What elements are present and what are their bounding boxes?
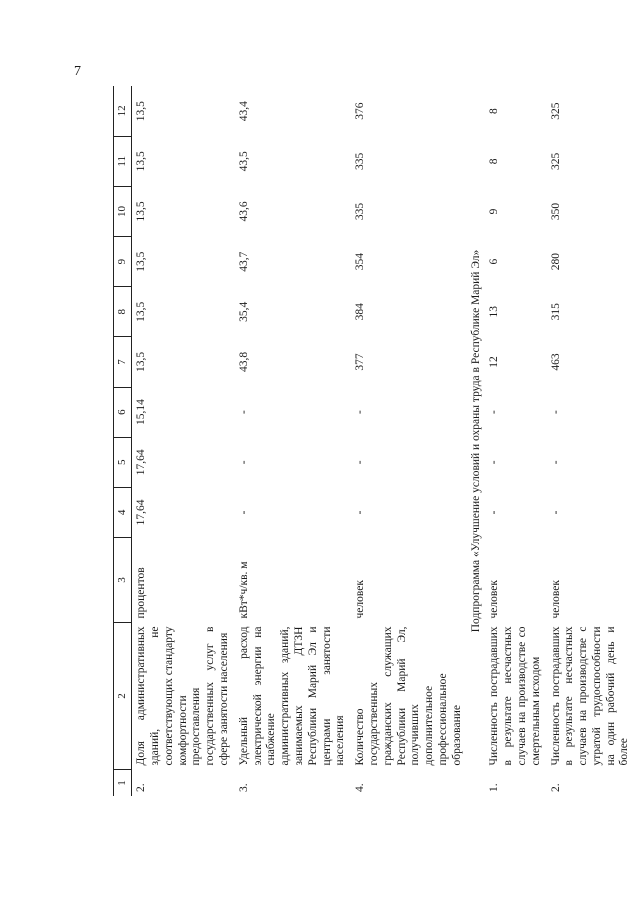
indicator-name: Доля административных зданий, не соответствующих стандарту комфортности предоставления государственных услуг в сфере занятости населения (135, 626, 230, 766)
value-cell: 13,5 (135, 201, 148, 222)
unit-cell: процентов (135, 567, 148, 619)
value-cell: 6 (488, 258, 501, 265)
value-cell: 463 (549, 353, 562, 371)
value-cell: 43,8 (237, 351, 250, 373)
header-cell: 11 (114, 136, 132, 186)
value-cell: - (354, 410, 367, 415)
value-cell: - (237, 460, 250, 465)
row-number: 2. (549, 783, 562, 792)
header-cell: 7 (114, 337, 132, 387)
value-cell: 377 (354, 353, 367, 371)
indicator-name: Удельный расход электрической энергии на снабжение административных зданий, занимаемых ДТЗН Республики Марий Эл и центрами занятости населения (237, 626, 347, 766)
value-cell: 13,5 (135, 351, 148, 373)
indicator-name: Численность пострадавших в результате несчастных случаев на производстве с утратой трудоспособности на один рабочий день и более (549, 626, 631, 766)
value-cell: - (549, 460, 562, 465)
page-number: 7 (74, 64, 81, 79)
value-cell: 13,5 (135, 301, 148, 322)
header-cell: 5 (114, 437, 132, 487)
value-cell: 13,5 (135, 251, 148, 272)
header-row (114, 86, 132, 796)
value-cell: 35,4 (237, 301, 250, 322)
value-cell: 43,5 (237, 151, 250, 172)
header-cell: 6 (114, 387, 132, 437)
header-cell: 8 (114, 287, 132, 337)
table-row (132, 86, 235, 796)
value-cell: 325 (549, 152, 562, 170)
value-cell: - (488, 510, 501, 515)
unit-cell: человек (354, 580, 367, 619)
row-number: 3. (237, 783, 250, 792)
table-row (547, 86, 636, 796)
row-number: 1. (488, 783, 501, 792)
row-number: 4. (354, 783, 367, 792)
table-row (351, 86, 467, 796)
value-cell: 15,14 (135, 399, 148, 426)
value-cell: 354 (354, 253, 367, 271)
unit-cell: человек (549, 580, 562, 619)
subprogram-row (468, 86, 486, 796)
indicator-name: Количество государственных гражданских служащих Республики Марий Эл, получивших дополнительное профессиональное образование (354, 626, 463, 766)
subprogram-title: Подпрограмма «Улучшение условий и охраны труда в Республике Марий Эл» (469, 249, 482, 633)
rotated-table-container (113, 86, 631, 796)
value-cell: 376 (354, 102, 367, 120)
value-cell: 9 (488, 208, 501, 215)
value-cell: 12 (488, 356, 501, 368)
value-cell: - (237, 510, 250, 515)
value-cell: 384 (354, 303, 367, 321)
header-cell: 4 (114, 487, 132, 537)
table-row (485, 86, 546, 796)
indicator-name: Численность пострадавших в результате несчастных случаев на производстве со смертельным исходом (488, 626, 542, 766)
value-cell: 8 (488, 108, 501, 114)
header-cell: 3 (114, 538, 132, 623)
value-cell: - (237, 410, 250, 415)
value-cell: 8 (488, 158, 501, 165)
value-cell: - (488, 460, 501, 465)
value-cell: 335 (354, 152, 367, 170)
value-cell: 13,5 (135, 151, 148, 172)
value-cell: 350 (549, 202, 562, 221)
value-cell: 17,64 (135, 449, 148, 476)
value-cell: - (549, 410, 562, 415)
value-cell: 280 (549, 253, 562, 271)
header-cell: 9 (114, 237, 132, 287)
unit-cell: человек (488, 580, 501, 619)
value-cell: 13 (488, 306, 501, 318)
unit-cell: кВт*ч/кв. м (237, 561, 250, 619)
indicators-table (113, 86, 635, 796)
header-cell: 2 (114, 623, 132, 770)
header-cell: 12 (114, 86, 132, 136)
header-cell: 1 (114, 770, 132, 797)
value-cell: 315 (549, 303, 562, 321)
value-cell: - (488, 410, 501, 415)
value-cell: 325 (549, 102, 562, 120)
value-cell: - (549, 510, 562, 515)
table-row (235, 86, 351, 796)
header-cell: 10 (114, 186, 132, 236)
value-cell: - (354, 460, 367, 465)
value-cell: 335 (354, 202, 367, 221)
value-cell: - (354, 510, 367, 515)
row-number: 2. (135, 783, 148, 792)
value-cell: 43,4 (237, 101, 250, 122)
value-cell: 17,64 (135, 499, 148, 526)
value-cell: 43,7 (237, 251, 250, 272)
value-cell: 13,5 (135, 101, 148, 122)
value-cell: 43,6 (237, 201, 250, 222)
